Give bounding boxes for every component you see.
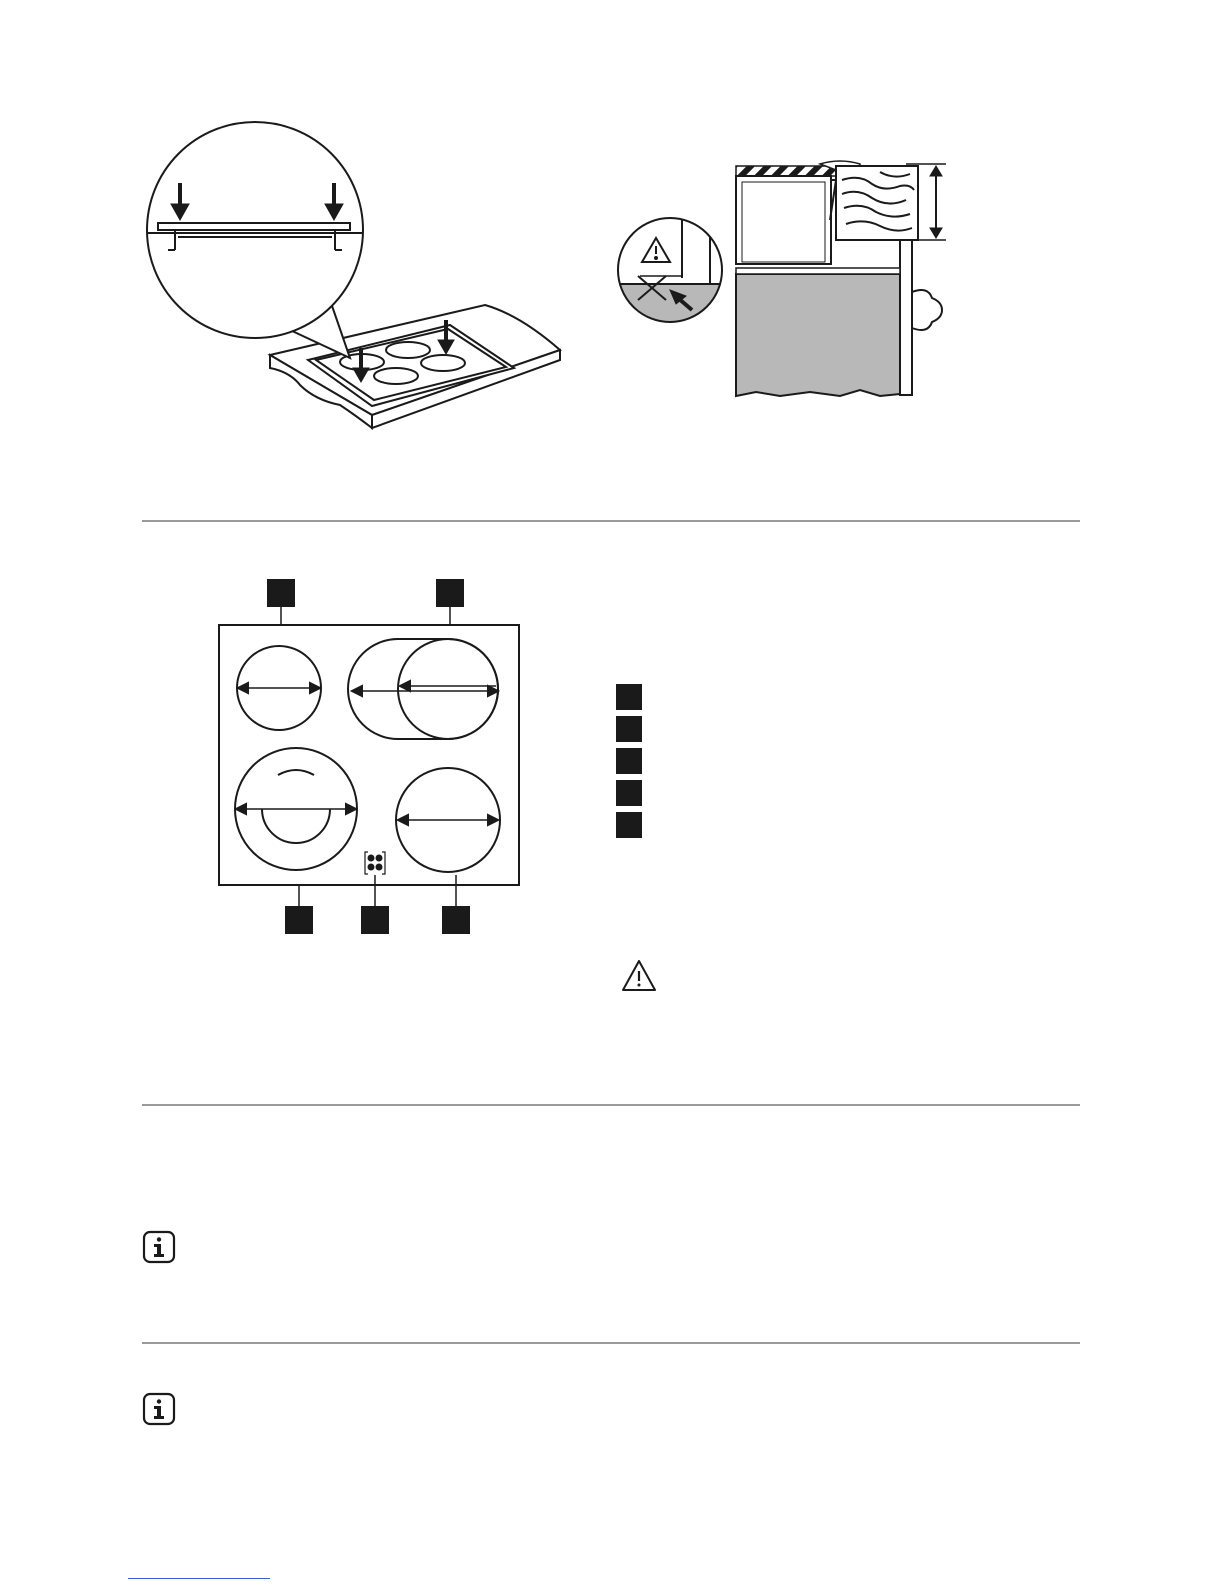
hob-layout-figure (210, 575, 530, 940)
callout-marker (436, 579, 464, 607)
callout-marker (361, 906, 389, 934)
legend-marker (616, 780, 642, 806)
section-divider (142, 1342, 1080, 1344)
footer-link-underline[interactable] (128, 1578, 270, 1579)
section-divider (142, 520, 1080, 522)
legend-marker (616, 684, 642, 710)
magnifier (147, 122, 363, 358)
hob-top-hatched (736, 166, 836, 176)
oven-shade (736, 274, 900, 396)
hob-outline (219, 625, 519, 885)
legend-marker (616, 812, 642, 838)
knob (912, 290, 942, 330)
warning-triangle-icon (620, 958, 658, 994)
warning-magnifier (610, 210, 730, 344)
side-panel (900, 240, 912, 395)
information-icon (142, 1230, 176, 1264)
hob-sealing-figure (140, 110, 600, 440)
callout-marker (267, 579, 295, 607)
worktop-wood (836, 166, 918, 240)
section-divider (142, 1104, 1080, 1106)
legend-marker (616, 716, 642, 742)
callout-marker (442, 906, 470, 934)
cabinet-section-figure (610, 150, 960, 405)
information-icon (142, 1392, 176, 1426)
callout-marker (285, 906, 313, 934)
legend-marker (616, 748, 642, 774)
